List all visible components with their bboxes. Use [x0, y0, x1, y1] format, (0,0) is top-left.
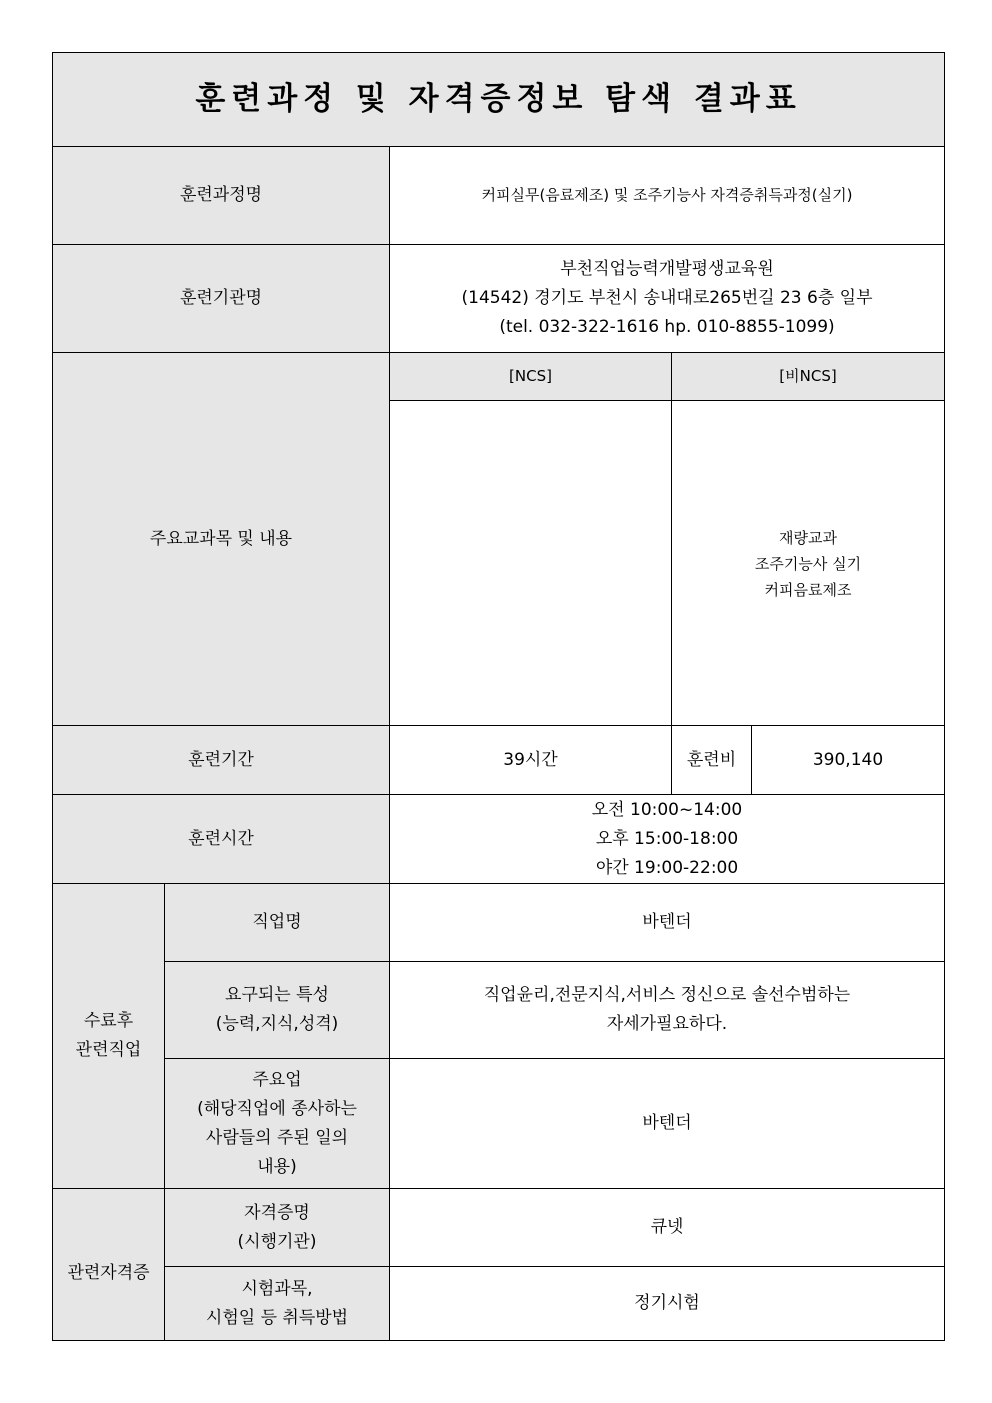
- cert-method-value-cell: [390, 1267, 944, 1340]
- duties-value: 바텐더: [642, 1113, 692, 1133]
- cert-name-value-cell: [390, 1189, 944, 1267]
- traits-value: 자세가필요하다.: [606, 1014, 728, 1034]
- hours-time: 오전 10:00~14:00: [591, 799, 743, 820]
- institution-address: (14542) 경기도 부천시 송내대로265번길 23 6층 일부: [461, 288, 873, 308]
- hours-value-cell: [390, 795, 944, 884]
- jobs-group-label: 수료후: [83, 1011, 134, 1031]
- cert-group-label-cell: [53, 1189, 165, 1340]
- period-label: 훈련기간: [188, 749, 254, 770]
- hours-time: 오후 15:00-18:00: [595, 828, 739, 849]
- traits-label: (능력,지식,성격): [215, 1014, 339, 1034]
- institution-contact: (tel. 032-322-1616 hp. 010-8855-1099): [499, 317, 835, 337]
- traits-value: 직업윤리,전문지식,서비스 정신으로 솔선수범하는: [483, 985, 851, 1005]
- ncs-content-cell: [390, 401, 672, 726]
- non-ncs-header-cell: [672, 353, 944, 401]
- subjects-label: 주요교과목 및 내용: [149, 528, 293, 549]
- title-text: 훈련과정 및 자격증정보 탐색 결과표: [195, 81, 802, 117]
- period-label-cell: [53, 726, 390, 795]
- fee-label-cell: [672, 726, 752, 795]
- cert-name-label-cell: [165, 1189, 390, 1267]
- jobs-group-label: 관련직업: [75, 1040, 142, 1060]
- hours-label: 훈련시간: [188, 828, 254, 849]
- traits-value-cell: [390, 962, 944, 1059]
- course-label-cell: [53, 147, 390, 245]
- institution-name: 부천직업능력개발평생교육원: [560, 259, 774, 279]
- cert-method-label-cell: [165, 1267, 390, 1340]
- fee-value: 390,140: [812, 749, 884, 770]
- ncs-header: [NCS]: [509, 367, 552, 385]
- cert-method-value: 정기시험: [634, 1293, 700, 1313]
- period-value: 39시간: [503, 749, 558, 770]
- fee-label: 훈련비: [686, 749, 737, 770]
- duties-label-cell: [165, 1059, 390, 1189]
- job-name-value: 바텐더: [642, 912, 692, 932]
- cert-group-label: 관련자격증: [67, 1263, 150, 1283]
- result-table: [52, 52, 945, 1341]
- traits-label: 요구되는 특성: [225, 985, 329, 1005]
- cert-name-value: 큐넷: [650, 1217, 684, 1237]
- non-ncs-item: 재량교과: [779, 529, 837, 547]
- job-name-label: 직업명: [252, 912, 302, 932]
- job-name-value-cell: [390, 884, 944, 962]
- duties-label: 내용): [257, 1156, 297, 1177]
- duties-label: 사람들의 주된 일의: [205, 1127, 349, 1148]
- cert-name-label: 자격증명: [244, 1202, 310, 1223]
- cert-name-label: (시행기관): [237, 1231, 317, 1252]
- course-label: 훈련과정명: [179, 185, 263, 205]
- hours-label-cell: [53, 795, 390, 884]
- course-value: 커피실무(음료제조) 및 조주기능사 자격증취득과정(실기): [481, 186, 853, 204]
- cert-method-label: 시험과목,: [241, 1278, 313, 1299]
- duties-label: (해당직업에 종사하는: [197, 1098, 357, 1119]
- cert-method-label: 시험일 등 취득방법: [205, 1307, 349, 1328]
- ncs-header-cell: [390, 353, 672, 401]
- non-ncs-content-cell: [672, 401, 944, 726]
- non-ncs-item: 커피음료제조: [764, 581, 852, 599]
- fee-value-cell: [752, 726, 944, 795]
- institution-label: 훈련기관명: [179, 288, 263, 308]
- subjects-label-cell: [53, 353, 390, 726]
- jobs-group-label-cell: [53, 884, 165, 1189]
- course-value-cell: [390, 147, 944, 245]
- hours-time: 야간 19:00-22:00: [595, 857, 739, 878]
- duties-label: 주요업: [252, 1069, 302, 1090]
- duties-value-cell: [390, 1059, 944, 1189]
- page-title: [53, 53, 944, 147]
- traits-label-cell: [165, 962, 390, 1059]
- period-value-cell: [390, 726, 672, 795]
- non-ncs-item: 조주기능사 실기: [754, 555, 862, 573]
- institution-label-cell: [53, 245, 390, 353]
- job-name-label-cell: [165, 884, 390, 962]
- non-ncs-header: [비NCS]: [779, 367, 837, 385]
- institution-value-cell: [390, 245, 944, 353]
